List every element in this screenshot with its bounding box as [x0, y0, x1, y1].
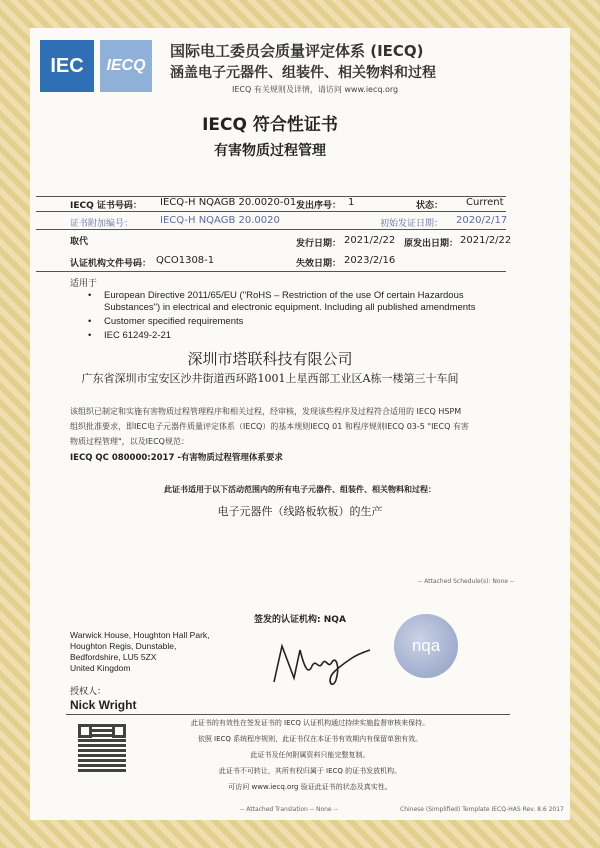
attach-no: IECQ-H NQAGB 20.0020	[160, 215, 280, 226]
applies-bullet: •	[88, 290, 92, 301]
applies-item: Customer specified requirements	[104, 316, 244, 327]
divider	[36, 271, 506, 272]
iecq-spec: IECQ QC 080000:2017 -有害物质过程管理体系要求	[70, 453, 283, 463]
statement-line: 物质过程管理"，以及IECQ规范：	[70, 437, 189, 446]
company-address: 广东省深圳市宝安区沙井街道西环路1001上星西部工业区A栋一楼第三十车间	[81, 372, 459, 385]
authorized-label: 授权人：	[70, 687, 107, 697]
footer-line: 可访问 www.iecq.org 验证此证书的状态及真实性。	[228, 783, 392, 791]
nqa-logo: nqa	[394, 614, 458, 678]
issue-no: 1	[348, 197, 355, 208]
company-name: 深圳市塔联科技有限公司	[187, 350, 353, 368]
cb-ref: QCO1308-1	[156, 255, 215, 266]
attached-schedule: -- Attached Schedule(s): None --	[418, 578, 515, 585]
applies-bullet: •	[88, 316, 92, 327]
issuer-address-line: Houghton Regis, Dunstable,	[70, 641, 177, 651]
applies-item: European Directive 2011/65/EU ("RoHS – Restriction of the use Of certain Hazardous	[104, 290, 464, 301]
footer-line: 此证书的有效性在签发证书的 IECQ 认证机构通过持续实施监督审核来保持。	[190, 719, 430, 727]
first-issue-label: 初始发证日期：	[380, 219, 444, 229]
issuer-address	[70, 630, 250, 674]
cert-no: IECQ-H NQAGB 20.0020-01	[160, 197, 297, 208]
certificate-subtitle: 有害物质过程管理	[214, 143, 326, 159]
footer-line: 依照 IECQ 系统程序规则，此证书仅在本证书有效期内有保留单独有效。	[197, 735, 423, 743]
attach-label: 证书附加编号：	[70, 219, 134, 229]
applies-item: Substances") in electrical and electronic equipment. Including all published amendments	[104, 302, 476, 313]
org-subtitle: 涵盖电子元器件、组装件、相关物料和过程	[170, 65, 436, 81]
iec-logo: IEC	[40, 40, 94, 92]
qr-code	[78, 724, 126, 772]
expiry-label: 失效日期：	[296, 259, 342, 269]
scope-text: 电子元器件（线路板软板）的生产	[217, 505, 383, 518]
authorized-name: Nick Wright	[70, 698, 137, 712]
issue-date-label: 发行日期：	[296, 239, 342, 249]
orig-issue: 2021/2/22	[460, 235, 512, 246]
footer-line: 此证书不可转让，其所有权归属于 IECQ 的证书发放机构。	[218, 767, 402, 775]
applies-item: IEC 61249-2-21	[104, 330, 172, 341]
divider	[66, 714, 510, 715]
scope-intro: 此证书适用于以下活动范围内的所有电子元器件、组装件、相关物料和过程：	[164, 485, 436, 494]
org-title: 国际电工委员会质量评定体系 (IECQ)	[170, 42, 424, 60]
certificate-title: IECQ 符合性证书	[202, 115, 338, 135]
first-issue: 2020/2/17	[456, 215, 508, 226]
expiry: 2023/2/16	[344, 255, 396, 266]
issue-no-label: 发出序号：	[296, 201, 342, 211]
footer-line: 此证书及任何附属资料只能完整复制。	[250, 751, 370, 759]
applies-label: 适用于	[70, 279, 98, 289]
template-ref: Chinese (Simplified) Template IECQ-HAS Rev. 8.6 2017	[400, 806, 564, 813]
replace-label: 取代	[70, 237, 89, 247]
divider	[36, 229, 506, 230]
info-line: IECQ 有关规则及详情，请访问 www.iecq.org	[232, 85, 399, 94]
divider	[36, 211, 506, 212]
applies-bullet: •	[88, 330, 92, 341]
attached-translation: -- Attached Translation -- None --	[240, 806, 338, 813]
statement-line: 组织批准要求，即IEC电子元器件质量评定体系（IECQ）的基本规则IECQ 01 和程序规则IECQ 03-5 "IECQ 有害	[70, 422, 469, 431]
signature-image	[266, 636, 376, 692]
status-label: 状态：	[416, 201, 444, 211]
issuer-label: 签发的认证机构: NQA	[254, 615, 346, 625]
iecq-logo: IECQ	[100, 40, 152, 92]
status-value: Current	[466, 197, 504, 208]
orig-issue-label: 原发出日期：	[404, 239, 459, 249]
issuer-address-line: Warwick House, Houghton Hall Park,	[70, 630, 210, 640]
issuer-address-line: United Kingdom	[70, 663, 131, 673]
statement-line: 该组织已制定和实施有害物质过程管理程序和相关过程，经审核，发现该些程序及过程符合适用的 IECQ HSPM	[70, 407, 462, 416]
issue-date: 2021/2/22	[344, 235, 396, 246]
issuer-address-line: Bedfordshire, LU5 5ZX	[70, 652, 157, 662]
cert-no-label: IECQ 证书号码：	[70, 201, 142, 211]
cb-ref-label: 认证机构文件号码：	[70, 259, 152, 269]
